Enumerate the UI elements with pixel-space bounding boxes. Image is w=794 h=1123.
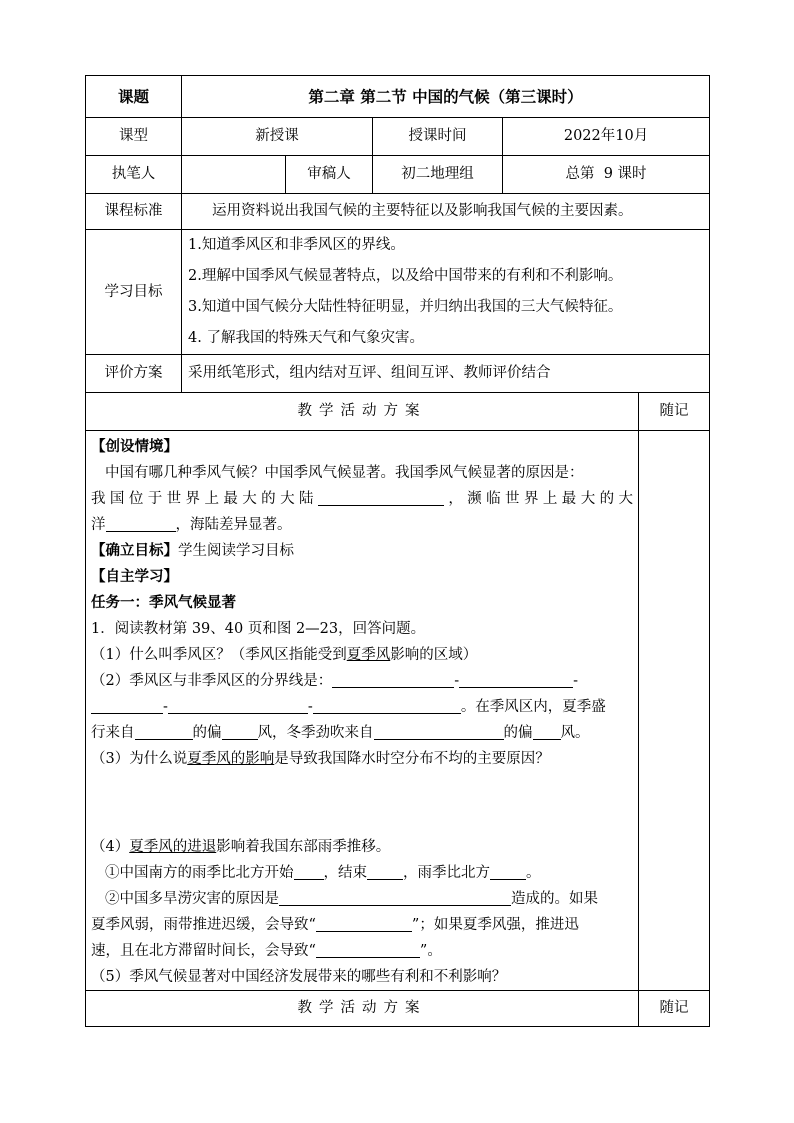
body-line: ①中国南方的雨季比北方开始 ，结束 ，雨季比北方 。 (91, 860, 633, 886)
activity-body (86, 431, 639, 991)
body-line: 1．阅读教材第 39、40 页和图 2—23，回答问题。 (91, 621, 426, 637)
standard-value: 运用资料说出我国气候的主要特征以及影响我国气候的主要因素。 (182, 194, 710, 230)
goal-item: 3.知道中国气候分大陆性特征明显，并归纳出我国的三大气候特征。 (188, 299, 623, 315)
type-label: 课型 (86, 118, 182, 156)
writer-value (182, 156, 286, 194)
task-heading: 任务一：季风气候显著 (91, 594, 236, 611)
answer-blank[interactable] (313, 696, 461, 714)
body-line: 我国位于世界上最大的大陆 ，濒临世界上最大的大 (91, 486, 633, 512)
body-line: 【确立目标】学生阅读学习目标 (91, 542, 294, 559)
goals-list (182, 230, 710, 355)
answer-blank[interactable] (135, 722, 193, 740)
body-line: ②中国多旱涝灾害的原因是 造成的。如果 (91, 886, 633, 912)
answer-space[interactable] (91, 772, 633, 834)
body-line: 洋 ，海陆差异显著。 (91, 512, 633, 538)
notes-column[interactable] (639, 431, 710, 991)
notes-header: 随记 (639, 393, 710, 431)
underlined-term: 夏季风的进退 (129, 839, 217, 855)
answer-blank[interactable] (459, 670, 573, 688)
body-line: 中国有哪几种季风气候？中国季风气候显著。我国季风气候显著的原因是： (105, 465, 584, 481)
body-line: （2）季风区与非季风区的分界线是： - - (91, 668, 633, 694)
answer-blank[interactable] (374, 722, 504, 740)
activity-header: 教学活动方案 (86, 393, 639, 431)
answer-blank[interactable] (279, 888, 511, 906)
topic-label: 课题 (86, 76, 182, 118)
goal-item: 1.知道季风区和非季风区的界线。 (188, 237, 405, 253)
lesson-plan-table (85, 75, 710, 1027)
answer-blank[interactable] (91, 696, 163, 714)
answer-blank[interactable] (106, 514, 176, 532)
answer-blank[interactable] (316, 914, 412, 932)
answer-blank[interactable] (367, 862, 403, 880)
answer-blank[interactable] (316, 940, 420, 958)
reviewer-value: 初二地理组 (373, 156, 503, 194)
answer-blank[interactable] (332, 670, 454, 688)
body-line: （4）夏季风的进退影响着我国东部雨季推移。 (91, 839, 391, 855)
activity-footer: 教学活动方案 (86, 991, 639, 1027)
answer-blank[interactable] (294, 862, 324, 880)
underlined-term: 夏季风的影响 (187, 751, 275, 767)
time-label: 授课时间 (373, 118, 503, 156)
section-heading: 【自主学习】 (91, 568, 178, 585)
goals-label: 学习目标 (86, 230, 182, 355)
body-line: 夏季风弱，雨带推进迟缓，会导致“ ”；如果夏季风强，推进迅 (91, 912, 633, 938)
standard-label: 课程标准 (86, 194, 182, 230)
answer-blank[interactable] (318, 488, 444, 506)
answer-blank[interactable] (490, 862, 526, 880)
answer-blank[interactable] (533, 722, 561, 740)
time-value: 2022年10月 (503, 118, 710, 156)
body-line: （3）为什么说夏季风的影响是导致我国降水时空分布不均的主要原因？ (91, 751, 550, 767)
body-line: 行来自 的偏 风，冬季劲吹来自 的偏 风。 (91, 720, 633, 746)
section-heading: 【创设情境】 (91, 438, 178, 455)
answer-blank[interactable] (168, 696, 308, 714)
writer-label: 执笔人 (86, 156, 182, 194)
body-line: （5）季风气候显著对中国经济发展带来的哪些有利和不利影响？ (91, 969, 507, 985)
answer-blank[interactable] (222, 722, 258, 740)
underlined-term: 夏季风 (346, 647, 391, 663)
type-value: 新授课 (182, 118, 373, 156)
body-line: 速，且在北方滞留时间长，会导致“ ”。 (91, 938, 633, 964)
lesson-count: 总第 9 课时 (503, 156, 710, 194)
goal-item: 2.理解中国季风气候显著特点，以及给中国带来的有利和不利影响。 (188, 268, 623, 284)
reviewer-label: 审稿人 (286, 156, 373, 194)
topic-value: 第二章 第二节 中国的气候（第三课时） (182, 76, 710, 118)
eval-value: 采用纸笔形式，组内结对互评、组间互评、教师评价结合 (182, 355, 710, 393)
body-line: - - 。在季风区内，夏季盛 (91, 694, 633, 720)
notes-footer: 随记 (639, 991, 710, 1027)
goal-item: 4. 了解我国的特殊天气和气象灾害。 (188, 330, 424, 346)
eval-label: 评价方案 (86, 355, 182, 393)
section-heading: 【确立目标】 (91, 542, 178, 559)
body-line: （1）什么叫季风区？（季风区指能受到夏季风影响的区域） (91, 647, 478, 663)
